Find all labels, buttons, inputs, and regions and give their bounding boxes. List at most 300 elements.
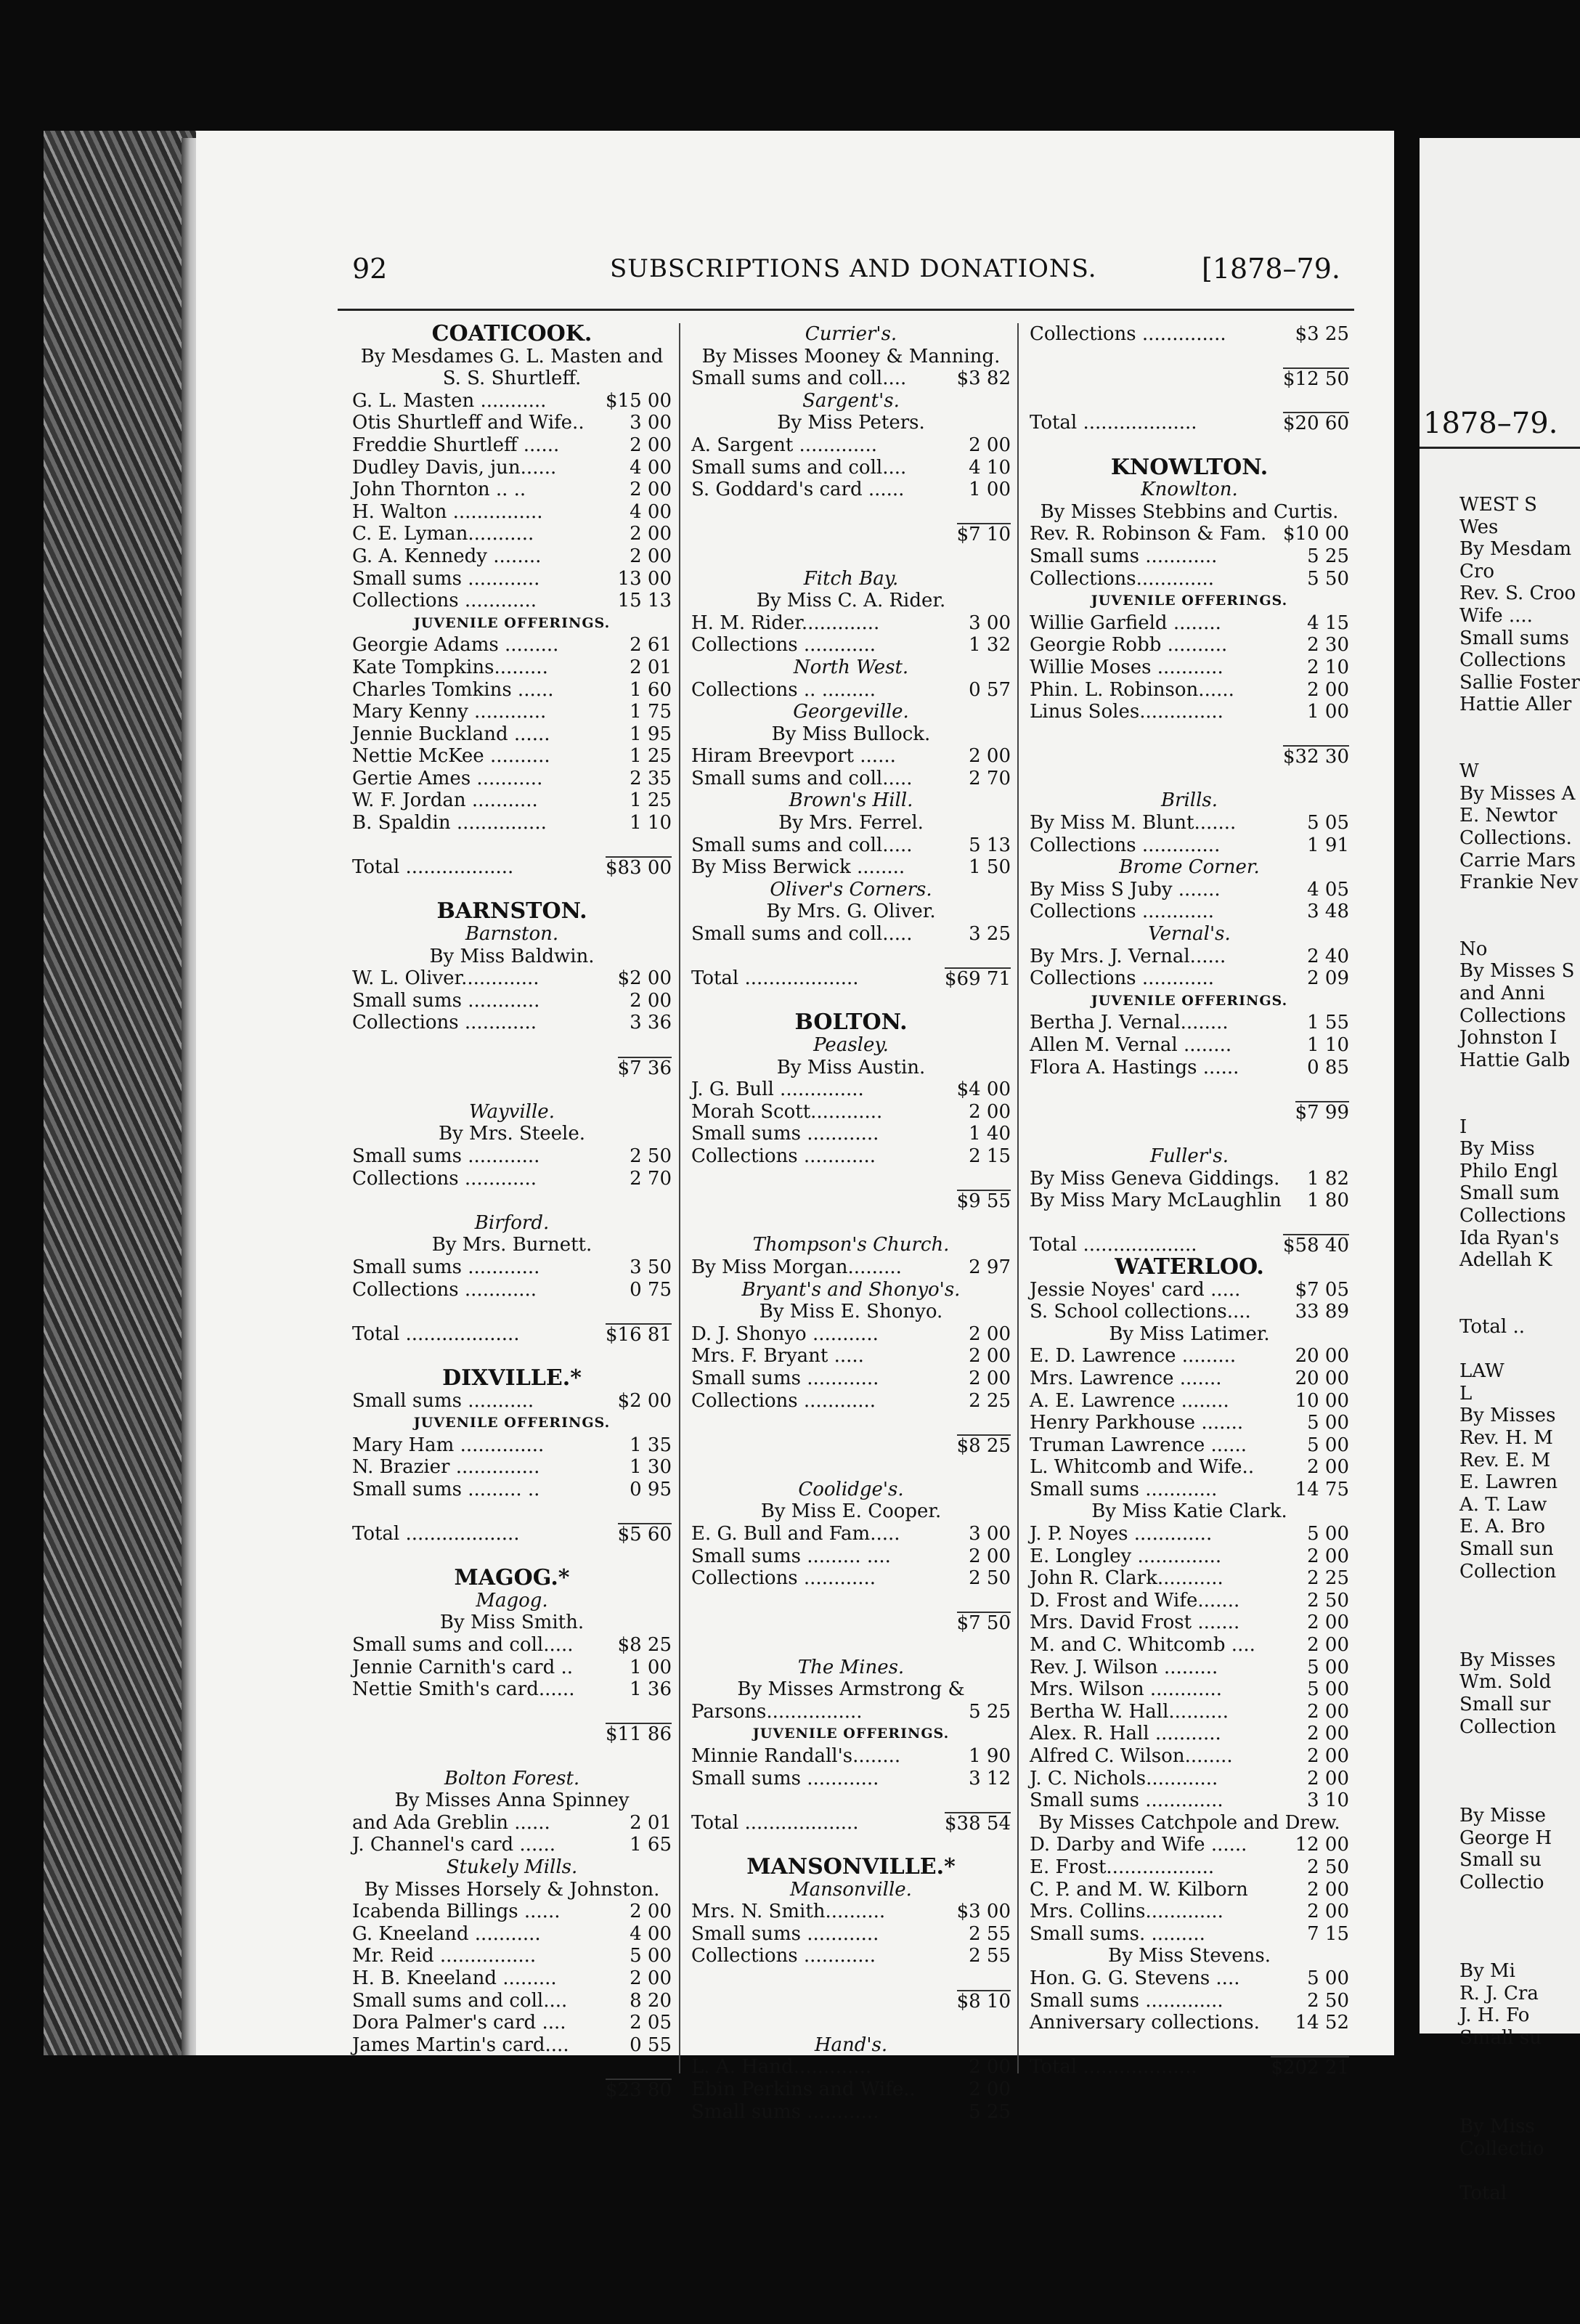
entry-amount: $10 00 xyxy=(1283,523,1349,545)
collector-line: By Miss Smith. xyxy=(439,1612,585,1634)
collector-line: By Mrs. Burnett. xyxy=(431,1234,592,1256)
entry-amount: 8 20 xyxy=(630,1989,672,2012)
entry-label: Total ................... xyxy=(691,1811,859,1834)
entry-label: Georgie Adams ......... xyxy=(352,634,559,657)
entry-amount: 2 00 xyxy=(1307,1612,1349,1634)
spacer xyxy=(1030,346,1349,368)
right-page-line: Cro xyxy=(1459,560,1494,582)
entry-row xyxy=(352,1990,672,2012)
entry-row xyxy=(1030,812,1349,834)
right-page-line xyxy=(1459,739,1580,761)
entry-row xyxy=(352,657,672,679)
entry-row xyxy=(1030,1990,1349,2012)
right-page-line: Small sur xyxy=(1459,1694,1551,1716)
right-page-line: Small sums xyxy=(1459,627,1569,649)
subsection-heading: Fuller's. xyxy=(1150,1145,1229,1167)
entry-row xyxy=(1030,701,1349,723)
spacer xyxy=(1030,723,1349,746)
entry-label: Small sums ........... xyxy=(352,1389,534,1412)
entry-amount: 1 65 xyxy=(630,1834,672,1856)
entry-amount: $7 10 xyxy=(956,524,1011,546)
entry-row xyxy=(352,1834,672,1856)
entry-row xyxy=(1030,834,1349,857)
entry-amount: 1 55 xyxy=(1307,1012,1349,1034)
entry-amount: 1 10 xyxy=(630,812,672,834)
entry-row xyxy=(352,1634,672,1657)
entry-label: D. Darby and Wife ...... xyxy=(1030,1834,1247,1856)
entry-label: G. L. Masten ........... xyxy=(352,389,547,412)
right-page-line: WEST S xyxy=(1459,494,1537,516)
entry-row xyxy=(1030,1345,1349,1368)
spacer xyxy=(691,990,1011,1012)
subtotal-row xyxy=(691,1434,1011,1457)
entry-label: D. J. Shonyo ........... xyxy=(691,1323,879,1345)
entry-amount: 1 25 xyxy=(630,745,672,768)
entry-row xyxy=(1030,1057,1349,1079)
right-page-line: By Mi xyxy=(1459,1960,1515,1983)
entry-amount: 1 32 xyxy=(969,634,1011,657)
entry-amount: $7 99 xyxy=(1295,1101,1349,1124)
entry-label: and Ada Greblin ...... xyxy=(352,1811,550,1834)
spacer xyxy=(1030,2034,1349,2057)
entry-amount: 5 00 xyxy=(1307,1412,1349,1434)
entry-row xyxy=(1030,612,1349,635)
entry-amount: $5 60 xyxy=(617,1524,672,1546)
subsection-heading: Thompson's Church. xyxy=(752,1234,950,1256)
entry-amount: 5 00 xyxy=(1307,1967,1349,1989)
collector-line: By Mrs. Ferrel. xyxy=(778,812,924,834)
spacer xyxy=(691,1456,1011,1479)
entry-label: Small sums. ......... xyxy=(1030,1922,1205,1945)
entry-label: Small sums and coll.... xyxy=(352,1989,568,2012)
entry-amount: 2 01 xyxy=(630,656,672,678)
collector-line: By Miss Bullock. xyxy=(771,723,931,745)
entry-label: Small sums and coll..... xyxy=(691,834,913,856)
entry-amount: $38 54 xyxy=(945,1812,1011,1835)
spacer xyxy=(352,1500,672,1523)
entry-row xyxy=(1030,634,1349,657)
entry-row xyxy=(1030,1590,1349,1612)
spacer xyxy=(352,834,672,857)
collector-line: By Miss Peters. xyxy=(777,412,925,434)
right-page-line: and Anni xyxy=(1459,983,1545,1005)
entry-row xyxy=(691,1945,1011,1967)
entry-amount: 2 00 xyxy=(969,1100,1011,1123)
entry-row xyxy=(691,1923,1011,1946)
entry-amount: 5 50 xyxy=(1307,567,1349,590)
entry-amount: 2 97 xyxy=(969,1256,1011,1278)
entry-row xyxy=(1030,1923,1349,1946)
entry-label: Total ................... xyxy=(691,967,859,990)
entry-label: Small sums ............ xyxy=(691,1767,879,1789)
right-page-line: Rev. H. M xyxy=(1459,1426,1553,1449)
subsection-heading: Mansonville. xyxy=(790,1878,912,1901)
right-page-line xyxy=(1459,2071,1580,2094)
right-page-line: Rev. E. M xyxy=(1459,1449,1551,1471)
entry-amount: 1 50 xyxy=(969,856,1011,879)
entry-amount: 1 40 xyxy=(969,1123,1011,1145)
entry-amount: 2 70 xyxy=(630,1167,672,1190)
entry-amount: 1 95 xyxy=(630,723,672,745)
column-1 xyxy=(352,323,672,2101)
entry-row xyxy=(352,590,672,612)
entry-label: S. Goddard's card ...... xyxy=(691,479,905,501)
entry-row xyxy=(1030,1168,1349,1190)
entry-amount: 2 35 xyxy=(630,767,672,789)
entry-amount: 5 00 xyxy=(1307,1434,1349,1456)
subtotal-row xyxy=(691,523,1011,545)
section-heading: WATERLOO. xyxy=(1115,1254,1264,1280)
subsection-heading: Georgeville. xyxy=(793,701,909,723)
entry-amount: 5 25 xyxy=(1307,545,1349,567)
entry-amount: 3 00 xyxy=(630,412,672,434)
entry-amount: 5 00 xyxy=(1307,1678,1349,1701)
entry-row xyxy=(691,1123,1011,1145)
entry-label: Morah Scott............ xyxy=(691,1100,883,1123)
entry-label: Hon. G. G. Stevens .... xyxy=(1030,1967,1240,1989)
entry-label: Small sums ............ xyxy=(1030,545,1218,567)
entry-row xyxy=(352,1479,672,1501)
right-page-line xyxy=(1459,2161,1580,2183)
entry-amount: 2 00 xyxy=(1307,1634,1349,1657)
entry-row xyxy=(691,1745,1011,1768)
right-page-line xyxy=(1459,1738,1580,1760)
right-page-line: By Misses S xyxy=(1459,960,1575,983)
entry-row xyxy=(691,634,1011,657)
section-heading: BOLTON. xyxy=(794,1009,908,1036)
entry-amount: $11 86 xyxy=(606,1723,672,1746)
entry-label: Collections .. ......... xyxy=(691,678,876,701)
spacer xyxy=(691,1967,1011,1990)
entry-label: John Thornton .. .. xyxy=(352,479,526,501)
entry-row xyxy=(1030,1301,1349,1323)
entry-label: Flora A. Hastings ...... xyxy=(1030,1056,1239,1078)
subsection-heading: Bryant's and Shonyo's. xyxy=(741,1278,961,1301)
entry-row xyxy=(1030,1745,1349,1768)
entry-amount: 2 00 xyxy=(1307,1878,1349,1901)
entry-amount: 2 30 xyxy=(1307,634,1349,657)
total-row xyxy=(691,967,1011,990)
subsection-heading: Stukely Mills. xyxy=(446,1856,578,1878)
entry-amount: $2 00 xyxy=(617,967,672,990)
entry-label: Collections .............. xyxy=(1030,323,1226,345)
right-page-line: R. J. Cra xyxy=(1459,1982,1539,2004)
entry-row xyxy=(691,1101,1011,1124)
entry-row xyxy=(352,457,672,479)
column-divider xyxy=(1017,323,1019,2073)
total-row xyxy=(1030,2056,1349,2079)
entry-amount: 5 25 xyxy=(969,1700,1011,1723)
subtotal-row xyxy=(1030,745,1349,768)
spacer xyxy=(1030,768,1349,790)
entry-amount: 2 00 xyxy=(1307,1723,1349,1745)
entry-amount: $7 36 xyxy=(617,1057,672,1079)
right-page-line: Hattie Galb xyxy=(1459,1049,1571,1071)
entry-label: Small sums ............ xyxy=(352,567,540,590)
entry-row xyxy=(352,701,672,723)
spacer xyxy=(691,1212,1011,1235)
entry-label: E. Frost.................. xyxy=(1030,1856,1215,1878)
entry-amount: $202 21 xyxy=(1271,2057,1349,2079)
entry-row xyxy=(1030,1834,1349,1856)
collector-line: By Miss Katie Clark. xyxy=(1091,1500,1287,1523)
entry-row xyxy=(691,1390,1011,1413)
right-page-line xyxy=(1459,1338,1580,1361)
entry-amount: 20 00 xyxy=(1295,1367,1349,1389)
entry-row xyxy=(1030,1879,1349,1901)
entry-amount: 5 25 xyxy=(969,2100,1011,2123)
spacer xyxy=(691,1412,1011,1434)
spacer xyxy=(352,1745,672,1768)
entry-label: Collections ............ xyxy=(1030,901,1215,923)
entry-amount: 2 00 xyxy=(969,2056,1011,2079)
collector-line: By Misses Horsely & Johnston. xyxy=(364,1878,660,1901)
entry-row xyxy=(1030,1434,1349,1457)
entry-amount: 2 40 xyxy=(1307,945,1349,967)
entry-row xyxy=(352,545,672,568)
entry-label: Small sums ............ xyxy=(352,989,540,1012)
entry-amount: $83 00 xyxy=(606,857,672,879)
entry-label: N. Brazier .............. xyxy=(352,1456,540,1479)
entry-label: Freddie Shurtleff ...... xyxy=(352,434,560,456)
entry-label: L. A. Hand............. xyxy=(691,2056,872,2079)
right-header-rule xyxy=(1420,447,1580,449)
collector-line: By Miss Austin. xyxy=(776,1056,926,1078)
spacer xyxy=(691,545,1011,568)
spacer xyxy=(691,1789,1011,1812)
entry-label: Mrs. David Frost ....... xyxy=(1030,1612,1240,1634)
entry-label: C. E. Lyman........... xyxy=(352,523,534,545)
entry-amount: $3 00 xyxy=(956,1901,1011,1923)
right-page-line xyxy=(1459,1582,1580,1605)
right-page-line: Collectio xyxy=(1459,2137,1544,2160)
entry-amount: 3 50 xyxy=(630,1256,672,1278)
entry-label: Parsons................ xyxy=(691,1700,863,1723)
subsection-heading: Brown's Hill. xyxy=(789,789,913,812)
entry-amount: $4 00 xyxy=(956,1078,1011,1101)
entry-row xyxy=(691,1523,1011,1545)
entry-label: Georgie Robb .......... xyxy=(1030,634,1228,657)
entry-amount: 1 36 xyxy=(630,1678,672,1701)
subsection-heading: Coolidge's. xyxy=(798,1478,904,1500)
entry-amount: 2 00 xyxy=(969,1545,1011,1567)
entry-row xyxy=(352,1945,672,1967)
entry-amount: 1 90 xyxy=(969,1745,1011,1767)
entry-amount: 2 50 xyxy=(630,1145,672,1167)
entry-amount: 13 00 xyxy=(617,567,672,590)
entry-label: Charles Tomkins ...... xyxy=(352,678,554,701)
spacer xyxy=(352,1545,672,1568)
collector-line: By Misses Armstrong & xyxy=(737,1678,965,1701)
entry-row xyxy=(352,1168,672,1190)
entry-amount: 2 00 xyxy=(630,523,672,545)
spacer xyxy=(691,1590,1011,1612)
entry-amount: 2 25 xyxy=(969,1389,1011,1412)
entry-row xyxy=(1030,1856,1349,1879)
entry-label: Nettie Smith's card...... xyxy=(352,1678,575,1701)
right-page-line: Collections xyxy=(1459,1205,1566,1227)
entry-amount: 5 05 xyxy=(1307,812,1349,834)
entry-label: M. and C. Whitcomb .... xyxy=(1030,1634,1255,1657)
entry-amount: 2 00 xyxy=(630,1967,672,1989)
entry-row xyxy=(691,434,1011,457)
entry-row xyxy=(1030,946,1349,968)
right-page-line: By Mesdam xyxy=(1459,538,1572,561)
entry-row xyxy=(691,679,1011,702)
entry-amount: 20 00 xyxy=(1295,1345,1349,1368)
collector-line: By Miss Baldwin. xyxy=(429,945,595,967)
entry-amount: 1 91 xyxy=(1307,834,1349,856)
subsection-heading: Peasley. xyxy=(813,1034,889,1056)
entry-row xyxy=(1030,1034,1349,1057)
entry-amount: 2 50 xyxy=(1307,1989,1349,2012)
entry-label: Small sums ............ xyxy=(691,1123,879,1145)
entry-label: C. P. and M. W. Kilborn xyxy=(1030,1878,1248,1901)
entry-label: Alex. R. Hall ........... xyxy=(1030,1723,1221,1745)
total-row xyxy=(1030,1234,1349,1256)
entry-amount: 2 00 xyxy=(630,989,672,1012)
entry-label: By Miss Mary McLaughlin xyxy=(1030,1190,1282,1212)
entry-amount: 10 00 xyxy=(1295,1389,1349,1412)
entry-amount: $2 00 xyxy=(617,1389,672,1412)
entry-row xyxy=(1030,679,1349,702)
entry-label: By Miss Berwick ........ xyxy=(691,856,905,879)
entry-amount: 2 50 xyxy=(969,1567,1011,1590)
entry-row xyxy=(1030,1390,1349,1413)
spacer xyxy=(1030,1123,1349,1145)
entry-amount: 1 80 xyxy=(1307,1190,1349,1212)
entry-row xyxy=(691,834,1011,857)
entry-row xyxy=(352,789,672,812)
entry-label: Small sums and coll..... xyxy=(691,767,913,789)
entry-row xyxy=(1030,1456,1349,1479)
right-page-line: By Misses xyxy=(1459,1405,1556,1427)
right-page-line: By Misse xyxy=(1459,1805,1547,1827)
entry-amount: 0 95 xyxy=(630,1478,672,1500)
entry-row xyxy=(691,856,1011,879)
subtotal-row xyxy=(691,1990,1011,2012)
entry-row xyxy=(691,1901,1011,1923)
right-page-line: No xyxy=(1459,938,1488,960)
entry-amount: 2 01 xyxy=(630,1811,672,1834)
entry-row xyxy=(691,1567,1011,1590)
right-page-line xyxy=(1459,1916,1580,1938)
entry-row xyxy=(352,1657,672,1679)
entry-row xyxy=(691,2056,1011,2079)
entry-label: Small sums and coll.... xyxy=(691,367,907,390)
subsection-heading: The Mines. xyxy=(797,1656,905,1678)
entry-label: Rev. J. Wilson ......... xyxy=(1030,1656,1218,1678)
entry-row xyxy=(691,745,1011,768)
entry-amount: 33 89 xyxy=(1295,1301,1349,1323)
entry-label: Jessie Noyes' card ..... xyxy=(1030,1278,1241,1301)
entry-amount: 5 00 xyxy=(1307,1523,1349,1545)
entry-label: By Miss Geneva Giddings. xyxy=(1030,1167,1280,1190)
entry-label: Jennie Carnith's card .. xyxy=(352,1656,574,1678)
entry-row xyxy=(1030,1768,1349,1790)
entry-amount: 2 00 xyxy=(630,1901,672,1923)
entry-row xyxy=(352,390,672,413)
entry-row xyxy=(1030,1479,1349,1501)
entry-label: Dora Palmer's card .... xyxy=(352,2012,566,2034)
entry-row xyxy=(691,1368,1011,1390)
entry-label: Truman Lawrence ...... xyxy=(1030,1434,1247,1456)
right-page-line: Small sun xyxy=(1459,1537,1554,1560)
entry-label: Small sums ............. xyxy=(1030,1989,1223,2012)
entry-row xyxy=(691,1768,1011,1790)
section-heading: MAGOG.* xyxy=(454,1565,570,1591)
right-page-line: Collections. xyxy=(1459,826,1572,849)
total-row xyxy=(352,856,672,879)
entry-amount: 3 25 xyxy=(969,923,1011,946)
right-page-line: W xyxy=(1459,760,1479,783)
entry-amount: $8 25 xyxy=(956,1434,1011,1457)
entry-amount: 2 50 xyxy=(1307,1589,1349,1612)
section-heading: COATICOOK. xyxy=(431,321,592,346)
subsection-heading: Hand's. xyxy=(814,2033,888,2056)
collector-line: By Misses Stebbins and Curtis. xyxy=(1040,500,1339,523)
right-page-line xyxy=(1459,1760,1580,1783)
right-page-line: LAW xyxy=(1459,1360,1504,1383)
entry-label: Total ................... xyxy=(1030,1234,1197,1256)
entry-label: Collections ............ xyxy=(352,1167,537,1190)
entry-label: Minnie Randall's........ xyxy=(691,1745,901,1767)
right-page-line xyxy=(1459,2094,1580,2116)
entry-label: Collections ............ xyxy=(352,590,537,612)
entry-amount: 4 00 xyxy=(630,500,672,523)
entry-amount: 0 75 xyxy=(630,1278,672,1301)
entry-label: W. F. Jordan ........... xyxy=(352,789,538,812)
collector-line: By Mrs. Steele. xyxy=(439,1123,585,1145)
entry-row xyxy=(352,1901,672,1923)
entry-label: Jennie Buckland ...... xyxy=(352,723,550,745)
right-page-line xyxy=(1459,1272,1580,1294)
entry-label: Mr. Reid ................ xyxy=(352,1945,537,1967)
entry-amount: 2 00 xyxy=(1307,1545,1349,1567)
entry-row xyxy=(352,1256,672,1279)
collector-line: By Misses Catchpole and Drew. xyxy=(1038,1811,1340,1834)
right-page-line xyxy=(1459,1938,1580,1961)
entry-label: Collections ............ xyxy=(352,1278,537,1301)
entry-label: James Martin's card.... xyxy=(352,2033,569,2056)
entry-label: H. M. Rider............. xyxy=(691,612,880,634)
total-row xyxy=(691,1812,1011,1835)
entry-label: Small sums ............ xyxy=(1030,1478,1218,1500)
entry-row xyxy=(352,1812,672,1835)
entry-label: A. E. Lawrence ........ xyxy=(1030,1389,1229,1412)
entry-amount: 2 10 xyxy=(1307,656,1349,678)
entry-row xyxy=(352,479,672,501)
entry-label: Small sums and coll..... xyxy=(352,1634,574,1657)
right-page-line: Hattie Aller xyxy=(1459,694,1572,716)
collector-line: By Mesdames G. L. Masten and xyxy=(360,345,664,367)
entry-row xyxy=(352,1145,672,1168)
entry-label: Mary Ham .............. xyxy=(352,1434,545,1456)
entry-row xyxy=(1030,1657,1349,1679)
header-rule xyxy=(338,309,1354,311)
page-number: 92 xyxy=(352,253,388,285)
entry-label: Bertha W. Hall.......... xyxy=(1030,1700,1229,1723)
entry-label: Small sums ......... .... xyxy=(691,1545,891,1567)
subsection-heading: Vernal's. xyxy=(1148,923,1231,946)
juvenile-heading: JUVENILE OFFERINGS. xyxy=(413,1415,611,1431)
entry-label: J. C. Nichols............ xyxy=(1030,1767,1218,1789)
collector-line: By Misses Mooney & Manning. xyxy=(701,345,1001,367)
spacer xyxy=(352,1701,672,1723)
entry-row xyxy=(691,612,1011,635)
section-heading: KNOWLTON. xyxy=(1110,454,1269,480)
right-page-line: Small su xyxy=(1459,1849,1542,1872)
